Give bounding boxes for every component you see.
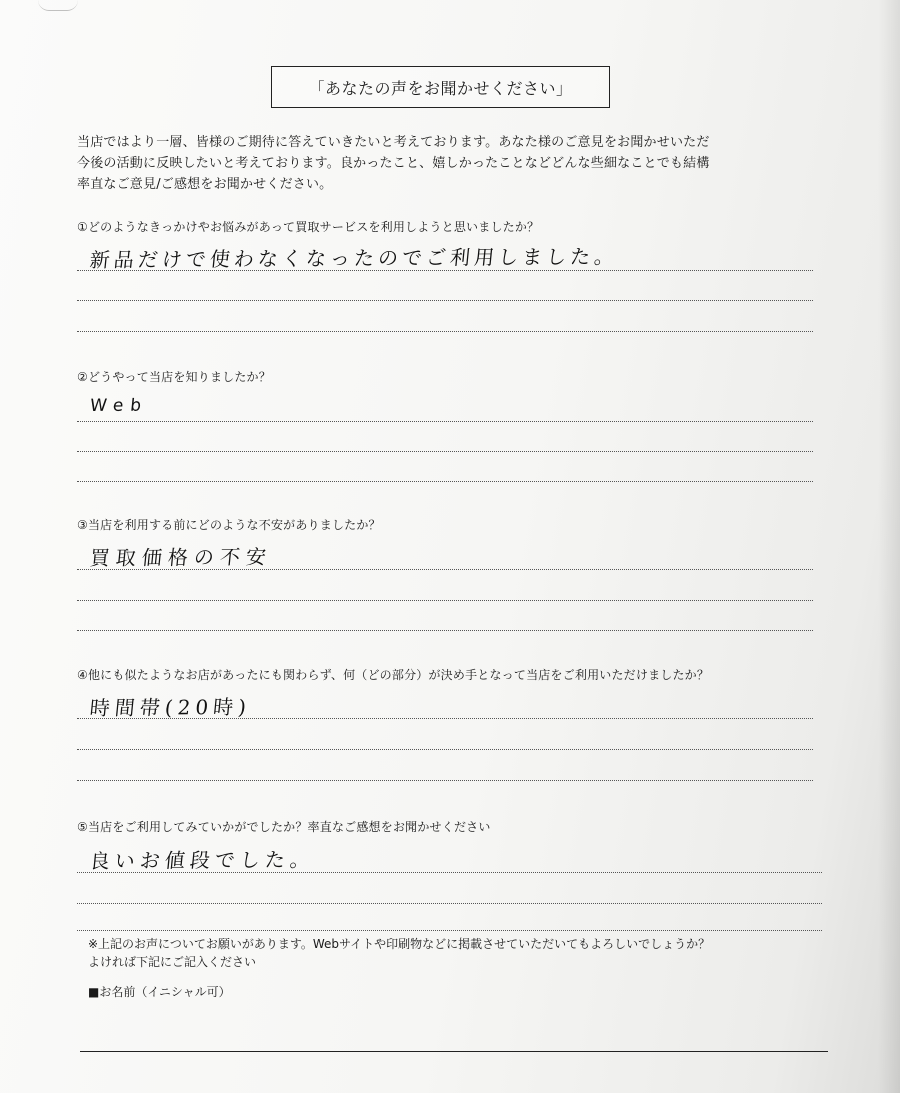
question-3-answer: 買取価格の不安 xyxy=(88,544,274,570)
page-edge-shadow xyxy=(878,0,900,1093)
intro-line: 当店ではより一層、皆様のご期待に答えていきたいと考えております。あなた様のご意見をお聞かせいただ xyxy=(77,135,710,150)
paper-mark xyxy=(38,0,78,11)
question-2-label: ②どうやって当店を知りましたか？ xyxy=(77,370,271,384)
answer-line xyxy=(77,331,813,332)
question-5-answer: 良いお値段でした。 xyxy=(88,847,317,873)
answer-line xyxy=(77,451,813,452)
answer-line xyxy=(77,749,813,750)
note-line: よければ下記にご記入ください xyxy=(88,955,257,969)
name-field-label: ■お名前（イニシャル可） xyxy=(88,985,231,999)
question-3-label: ③当店を利用する前にどのような不安がありましたか？ xyxy=(77,518,381,532)
answer-line xyxy=(77,600,813,601)
answer-line xyxy=(77,718,813,719)
name-field-line xyxy=(80,1051,828,1052)
answer-line xyxy=(77,300,813,301)
question-1-label: ①どのようなきっかけやお悩みがあって買取サービスを利用しようと思いましたか？ xyxy=(77,220,540,234)
question-5-label: ⑤当店をご利用してみていかがでしたか？率直なご感想をお聞かせください xyxy=(77,820,491,834)
answer-line xyxy=(77,930,822,931)
intro-text xyxy=(77,132,827,195)
intro-line: 率直なご意見/ご感想をお聞かせください。 xyxy=(77,177,333,192)
answer-line xyxy=(77,872,822,873)
intro-line: 今後の活動に反映したいと考えております。良かったこと、嬉しかったことなどどんな些細なことでも結構 xyxy=(77,156,710,171)
answer-line xyxy=(77,270,813,271)
answer-line xyxy=(77,903,822,904)
answer-line xyxy=(77,421,813,422)
consent-note xyxy=(88,935,710,971)
question-1-answer: 新品だけで使わなくなったのでご利用しました。 xyxy=(88,244,620,272)
question-4-label: ④他にも似たようなお店があったにも関わらず、何（どの部分）が決め手となって当店をご利用いただけましたか？ xyxy=(77,668,710,682)
answer-line xyxy=(77,569,813,570)
note-line: ※上記のお声についてお願いがあります。Webサイトや印刷物などに掲載させていただいてもよろしいでしょうか？ xyxy=(88,937,711,951)
answer-line xyxy=(77,630,813,631)
answer-line xyxy=(77,780,813,781)
question-2-answer: Web xyxy=(89,395,150,416)
answer-line xyxy=(77,481,813,482)
question-4-answer: 時間帯(20時) xyxy=(88,694,253,720)
page-title: 「あなたの声をお聞かせください」 xyxy=(271,66,610,108)
